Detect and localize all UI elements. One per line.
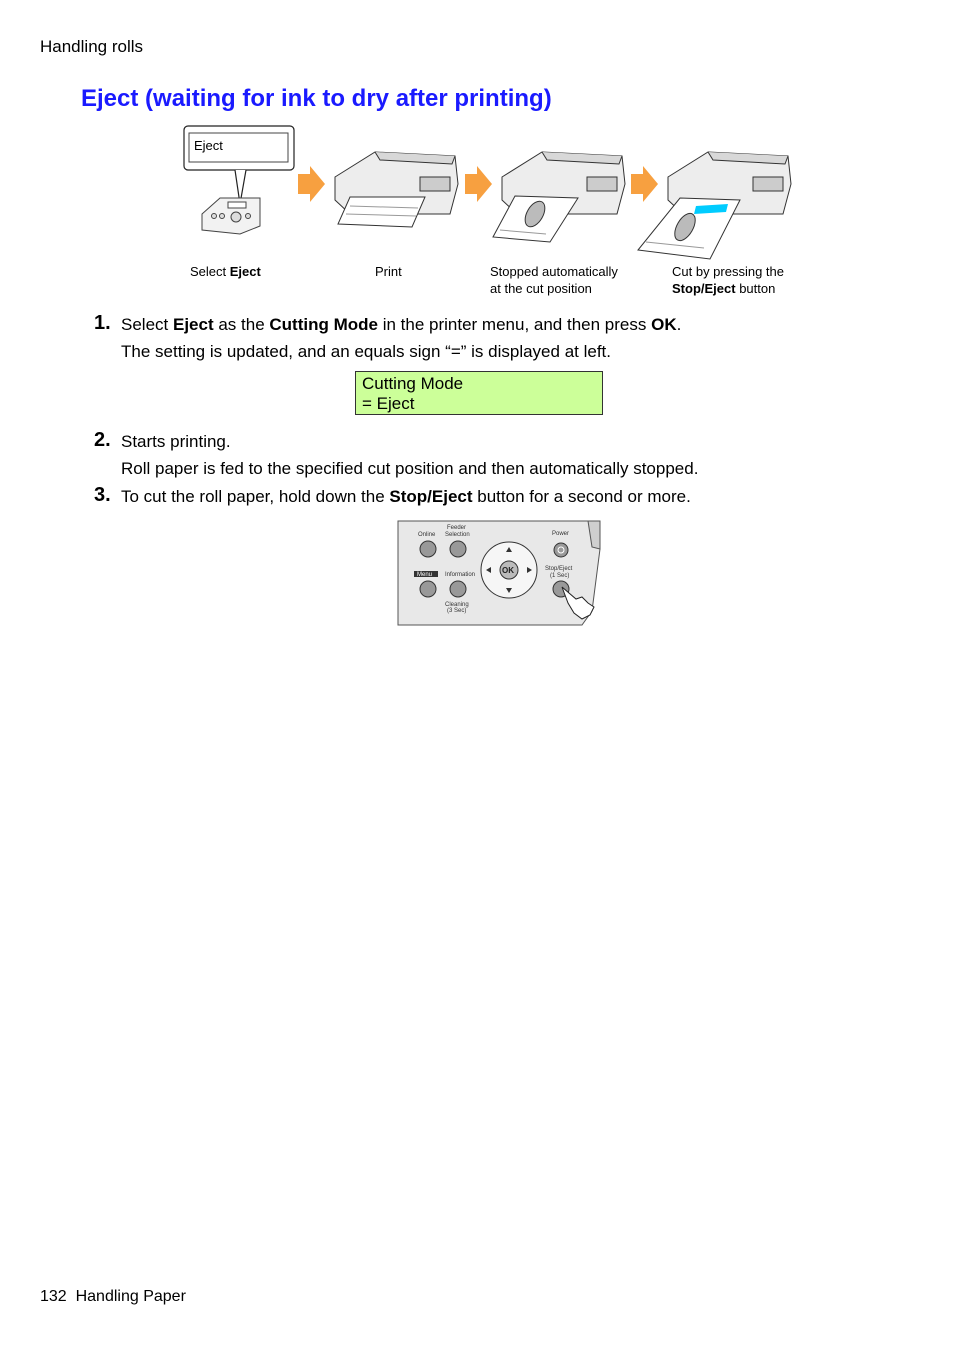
stop-eject-label: (1 Sec)	[550, 573, 570, 579]
step-number: 3.	[94, 484, 111, 506]
caption-select-eject: Select Eject	[190, 264, 261, 279]
menu-button	[420, 581, 436, 597]
printer-stopped-illustration	[493, 152, 625, 242]
step-instruction: To cut the roll paper, hold down the Stop/Eject button for a second or more.	[121, 487, 691, 506]
chapter-name: Handling Paper	[75, 1288, 186, 1305]
lcd-line-2: = Eject	[362, 394, 415, 413]
caption-cut: Cut by pressing the Stop/Eject button	[672, 264, 785, 296]
online-label: Online	[418, 532, 436, 538]
caption-print: Print	[375, 264, 402, 279]
information-label: Information	[445, 572, 476, 578]
step-detail: Roll paper is fed to the specified cut position and then automatically stopped.	[121, 459, 699, 478]
cleaning-label: Cleaning	[445, 602, 469, 608]
lcd-display	[355, 371, 603, 415]
feeder-label: Selection	[445, 532, 470, 538]
menu-label: Menu	[417, 572, 433, 578]
caption-stopped: Stopped automatically at the cut position	[490, 264, 618, 296]
printer-cutting-illustration	[638, 152, 791, 259]
control-panel-illustration	[396, 519, 602, 629]
step-number: 1.	[94, 312, 111, 334]
step-instruction: Select Eject as the Cutting Mode in the printer menu, and then press OK.	[121, 315, 682, 334]
lcd-line-1: Cutting Mode	[362, 374, 464, 393]
step-detail: The setting is updated, and an equals sign “=” is displayed at left.	[121, 342, 611, 361]
printer-printing-illustration	[335, 152, 458, 227]
operation-panel-icon	[202, 198, 260, 234]
power-button	[554, 543, 568, 557]
information-button	[450, 581, 466, 597]
running-header: Handling rolls	[40, 37, 143, 56]
arrow-right-icon	[465, 166, 492, 202]
page-footer	[40, 1288, 186, 1306]
page-number: 132	[40, 1288, 67, 1305]
stop-eject-label: Stop/Eject	[545, 566, 573, 572]
online-button	[420, 541, 436, 557]
arrow-right-icon	[631, 166, 658, 202]
step-instruction: Starts printing.	[121, 432, 231, 451]
step-number: 2.	[94, 429, 111, 451]
arrow-right-icon	[298, 166, 325, 202]
cleaning-label: (3 Sec)	[447, 608, 467, 614]
menu-screen-callout	[184, 126, 294, 204]
menu-screen-text: Eject	[194, 138, 223, 153]
feeder-label: Feeder	[447, 525, 467, 531]
section-title: Eject (waiting for ink to dry after printing)	[81, 85, 552, 112]
ok-label: OK	[502, 566, 514, 575]
feeder-selection-button	[450, 541, 466, 557]
eject-sequence-illustration	[180, 122, 800, 272]
power-label: Power	[552, 531, 570, 537]
